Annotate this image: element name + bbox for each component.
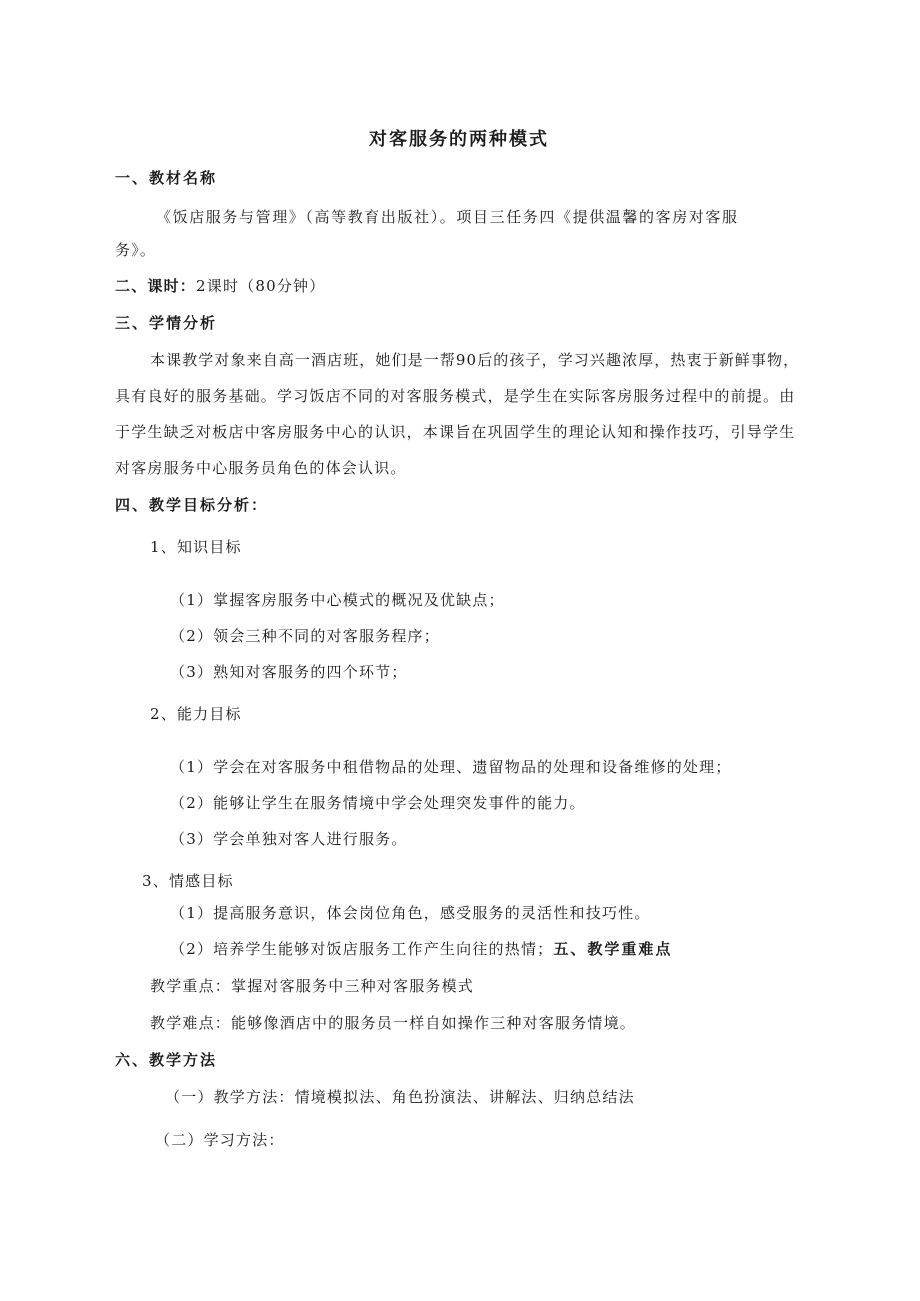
list-item: （2）能够让学生在服务情境中学会处理突发事件的能力。	[170, 794, 586, 812]
section-1-body-line: 务》。	[115, 241, 157, 259]
section-2-heading-label: 二、课时：	[115, 277, 197, 295]
section-4-subheading-ability: 2、能力目标	[150, 705, 242, 723]
list-item: （2）领会三种不同的对客服务程序；	[170, 627, 440, 645]
document-title: 对客服务的两种模式	[369, 129, 549, 150]
section-2-heading	[115, 276, 325, 296]
learning-method-item: （二）学习方法：	[155, 1131, 285, 1149]
list-item: （3）学会单独对客人进行服务。	[170, 830, 408, 848]
section-4-heading: 四、教学目标分析：	[115, 496, 269, 514]
section-3-heading: 三、学情分析	[115, 314, 218, 332]
section-1-heading: 一、教材名称	[115, 169, 218, 187]
list-item: （1）掌握客房服务中心模式的概况及优缺点；	[170, 591, 505, 609]
section-6-heading: 六、教学方法	[115, 1051, 218, 1069]
section-3-body-line: 于学生缺乏对板店中客房服务中心的认识，本课旨在巩固学生的理论认知和操作技巧，引导学生	[115, 423, 796, 441]
emotion-goal-2: （2）培养学生能够对饭店服务工作产生向往的热情；	[170, 940, 554, 958]
list-item: （1）提高服务意识，体会岗位角色，感受服务的灵活性和技巧性。	[170, 904, 651, 922]
list-item	[170, 939, 672, 959]
list-item: （3）熟知对客服务的四个环节；	[170, 663, 408, 681]
section-3-body-line: 对客房服务中心服务员角色的体会认识。	[115, 459, 407, 477]
teaching-key-point: 教学重点：掌握对客服务中三种对客服务模式	[150, 977, 475, 995]
teaching-difficulty: 教学难点：能够像酒店中的服务员一样自如操作三种对客服务情境。	[150, 1014, 637, 1032]
teaching-method-item: （一）教学方法：情境模拟法、角色扮演法、讲解法、归纳总结法	[165, 1088, 635, 1106]
section-4-subheading-knowledge: 1、知识目标	[150, 538, 242, 556]
section-3-body-line: 具有良好的服务基础。学习饭店不同的对客服务模式，是学生在实际客房服务过程中的前提。由	[115, 387, 796, 405]
section-1-body-line: 《饭店服务与管理》（高等教育出版社）。项目三任务四《提供温馨的客房对客服	[156, 208, 739, 226]
section-4-subheading-emotion: 3、情感目标	[142, 872, 234, 890]
section-3-body-line: 本课教学对象来自高一酒店班，她们是一帮90后的孩子，学习兴趣浓厚，热衷于新鲜事物，	[150, 351, 800, 369]
section-5-heading: 五、教学重难点	[553, 940, 673, 958]
list-item: （1）学会在对客服务中租借物品的处理、遗留物品的处理和设备维修的处理；	[170, 758, 732, 776]
section-2-heading-value: 2课时（80分钟）	[196, 277, 326, 295]
